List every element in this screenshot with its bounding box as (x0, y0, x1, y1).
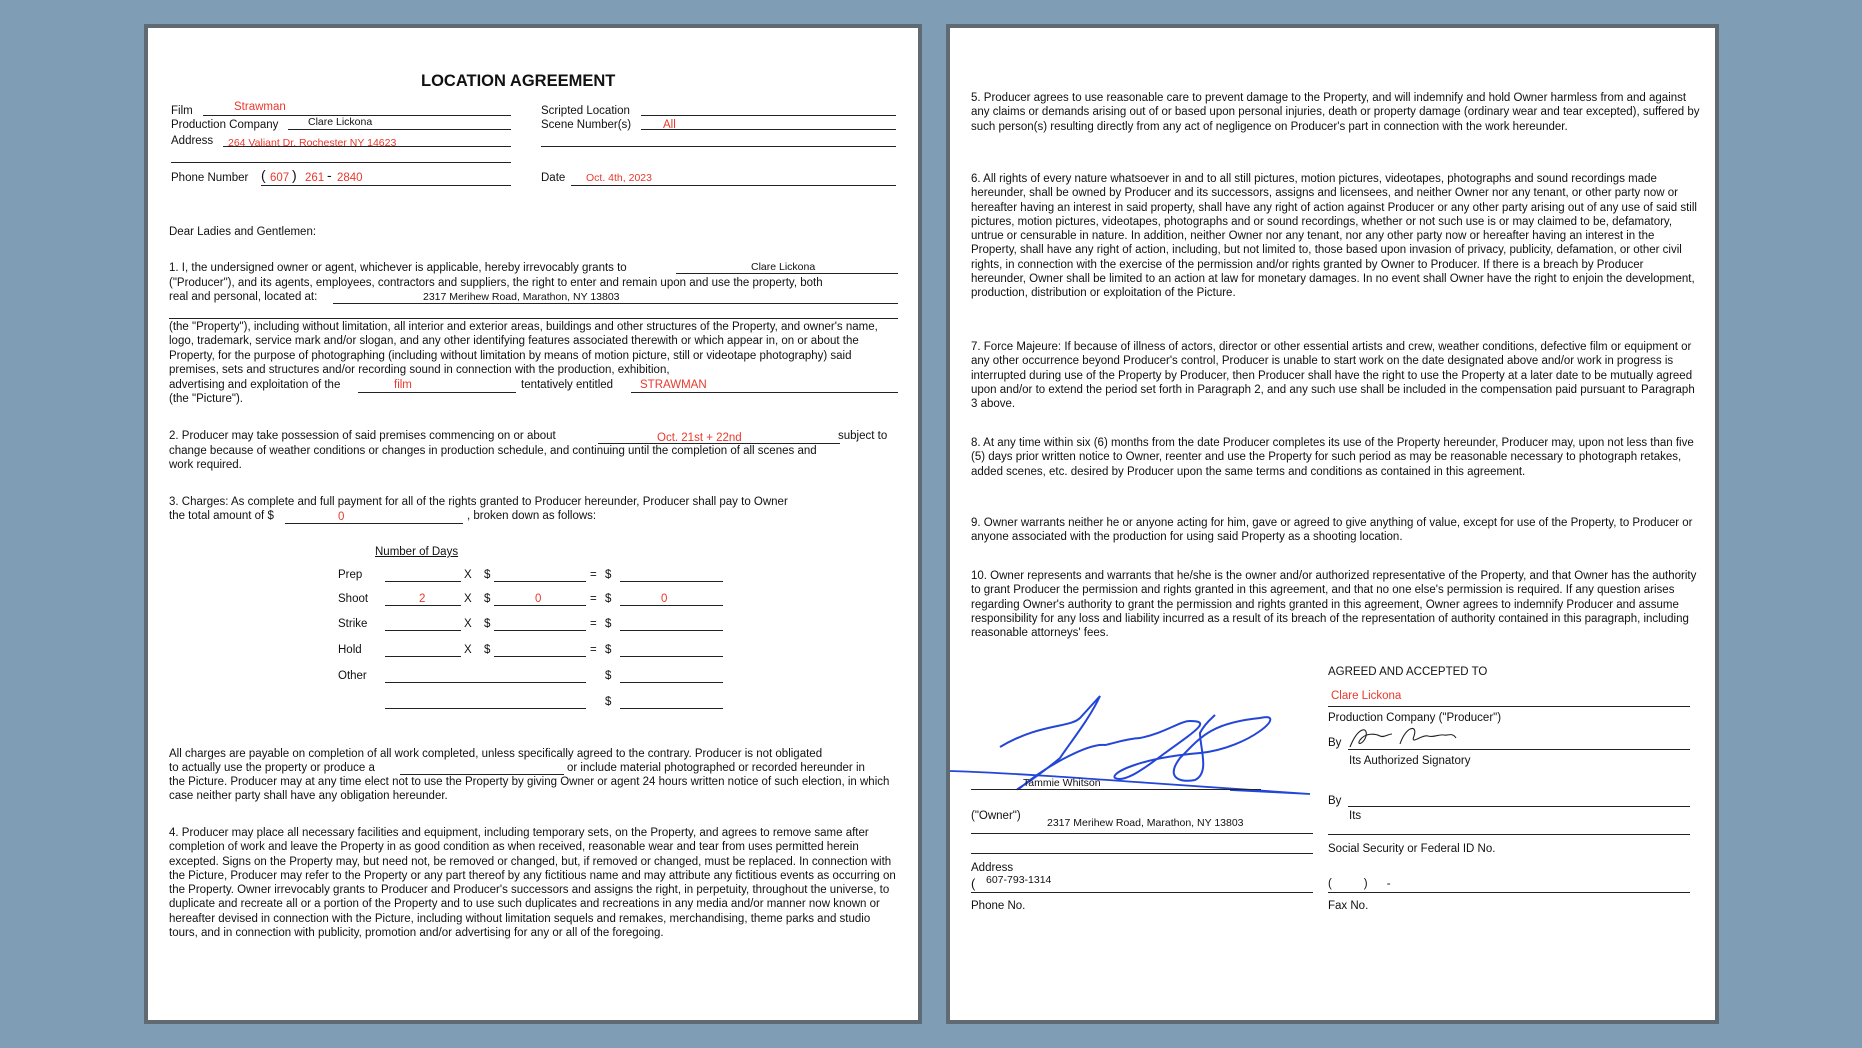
scripted-location-line (641, 115, 896, 116)
p1-location: 2317 Merihew Road, Marathon, NY 13803 (423, 291, 620, 303)
p1-film-title: STRAWMAN (640, 379, 707, 391)
dollar-symbol: $ (484, 569, 491, 581)
charges-line2b: or include material photographed or recorded hereunder in (567, 762, 865, 774)
p1-grantee-line (676, 273, 898, 274)
dollar-symbol: $ (605, 593, 612, 605)
by2-line (1348, 806, 1690, 807)
phone-prefix: 261 (305, 172, 325, 184)
date-value: Oct. 4th, 2023 (586, 172, 652, 184)
paragraph-5: 5. Producer agrees to use reasonable care to prevent damage to the Property, and will indemnify and hold Owner harmless from and against any claims or demands arising out of or based upon personal injuries, death or property damage (ordinary wear and tear excepted), suffered by such person(s) resulting directly from any act of negligence on Producer's part in connection with the work hereunder. (971, 92, 1700, 133)
p1-line3: real and personal, located at: (169, 291, 318, 303)
its-label: Its (1349, 810, 1362, 822)
dollar-symbol: $ (605, 696, 612, 708)
company-label: Production Company (171, 119, 279, 131)
p1-line2: ("Producer"), and its agents, employees, contractors and suppliers, the right to enter and remain upon and use the property, both (169, 277, 823, 289)
address-label: Address (171, 135, 214, 147)
total-line (620, 708, 723, 709)
total-line (620, 630, 723, 631)
producer-label: Production Company ("Producer") (1328, 712, 1502, 724)
p2-subject-to: subject to (838, 430, 888, 442)
p2-line1: 2. Producer may take possession of said premises commencing on or about (169, 430, 556, 442)
p1-location-line-2 (169, 318, 898, 319)
paragraph-6: 6. All rights of every nature whatsoever in and to all still pictures, motion pictures, videotapes, photographs and sound recordings made hereunder, shall be owned by Producer and its successors, assigns and licensees, and neither Owner nor any tenant, or other party now or hereafter having an interest in said property, shall have any right of action against Producer or any other party arising out of any use of said still pictures, motion pictures, videotapes, photographs and or sound recordings, whether or not such use is or may claimed to be, defamatory, untrue or censurable in nature. In addition, neither Owner nor any tenant, nor any other party now or hereafter having an interest in the Property, shall have any right of action, including, but not limited to, those based upon invasion of privacy, publicity, defamation, or other civil rights, in connection with the exercise of the permission and/or rights granted by Owner to Producer. If there is a breach by Producer hereunder, Owner shall be limited to an action at law for monetary damages. In no event shall Owner have the right to enjoin the development, production, distribution or exploitation of the Picture. (971, 173, 1697, 300)
dollar-symbol: $ (484, 618, 491, 630)
paragraph-10: 10. Owner represents and warrants that he/she is the owner and/or authorized representative of the Property, and that Owner has the authority to grant Producer the permission and rights granted in this agreement, and that no one else's permission is required. If any question arises regarding Owner's authority to grant the permission and rights granted in this agreement, Owner agrees to indemnify Producer and assume responsibility for any loss and liability incurred as a result of its breach of the representation of authority contained in this paragraph, including reasonable attorneys' fees. (971, 570, 1697, 640)
fax-line (1328, 892, 1690, 893)
shoot-rate-value: 0 (535, 593, 542, 605)
scene-numbers-line-2 (541, 146, 896, 147)
phone-line-number: 2840 (337, 172, 363, 184)
dollar-symbol: $ (605, 569, 612, 581)
other-description-line (385, 682, 586, 683)
by-line (1348, 749, 1690, 750)
agreed-accepted: AGREED AND ACCEPTED TO (1328, 666, 1488, 678)
owner-phone-paren: ( (971, 876, 976, 891)
total-line (620, 581, 723, 582)
address-label: Address (971, 862, 1014, 874)
producer-line (1328, 706, 1690, 707)
company-line (288, 129, 511, 130)
scripted-location-label: Scripted Location (541, 105, 630, 117)
page-title: LOCATION AGREEMENT (421, 72, 616, 90)
owner-phone-line (971, 892, 1313, 893)
p3-total-line (285, 523, 463, 524)
total-line (620, 605, 723, 606)
p1-grantee: Clare Lickona (751, 261, 816, 273)
dollar-symbol: $ (605, 618, 612, 630)
film-value: Strawman (234, 101, 286, 113)
days-line (385, 630, 461, 631)
date-line (571, 185, 896, 186)
film-label: Film (171, 105, 193, 117)
owner-address-line-2 (971, 853, 1313, 854)
other-description-line (385, 708, 586, 709)
agreement-page-2 (950, 28, 1715, 1020)
other-label: Other (338, 670, 367, 682)
authorized-signatory: Its Authorized Signatory (1349, 755, 1471, 767)
p3-line1: 3. Charges: As complete and full payment for all of the rights granted to Producer hereunder, Producer shall pay to Owner (169, 496, 788, 508)
row-label: Strike (338, 618, 368, 630)
p1-tentatively: tentatively entitled (521, 379, 614, 391)
fax-label: Fax No. (1328, 900, 1369, 912)
charges-rest: the Picture. Producer may at any time elect not to use the Property by giving Owner or agent 24 hours written notice of such election, in which case neither party shall have any obligation hereunder. (169, 776, 890, 803)
p3-broken-down: , broken down as follows: (467, 510, 597, 522)
equals-symbol: = (590, 618, 597, 630)
paragraph-4: 4. Producer may place all necessary facilities and equipment, including temporary sets, on the Property, and agrees to remove same after completion of work and leave the Property in as good condition as when received, reasonable wear and tear from uses permitted herein excepted. Signs on the Property may, but need not, be removed or changed, but, if removed or changed, must be replaced. In connection with the Picture, Producer may refer to the Property or any part thereof by any fictitious name and may attribute any fictitious events as occurring on the Property. Owner irrevocably grants to Producer and Producer's successors and assigns the right, in perpetuity, throughout the universe, to duplicate and recreate all or a portion of the Property and to use such duplicates and recreations in any media and/or manner now known or hereafter devised in connection with the Picture, including without limitation sequels and remakes, merchandising, theme parks and studio tours, and in connection with publicity, promotion and/or advertising for any or all of the foregoing. (169, 827, 896, 940)
p1-title-line (631, 392, 898, 393)
times-symbol: X (464, 593, 472, 605)
p1-line1: 1. I, the undersigned owner or agent, whichever is applicable, hereby irrevocably grants to (169, 262, 627, 274)
equals-symbol: = (590, 644, 597, 656)
times-symbol: X (464, 644, 472, 656)
p3-total-label: the total amount of $ (169, 510, 274, 522)
agreement-page-1 (148, 28, 918, 1020)
p1-picture: (the "Picture"). (169, 393, 243, 405)
phone-line (261, 185, 511, 186)
equals-symbol: = (590, 569, 597, 581)
rate-line (494, 605, 586, 606)
scene-numbers-label: Scene Number(s) (541, 119, 632, 131)
days-line (385, 605, 461, 606)
days-header: Number of Days (375, 546, 459, 558)
row-label: Prep (338, 569, 363, 581)
p1-advertising: advertising and exploitation of the (169, 379, 341, 391)
phone-open-paren: ( (261, 167, 266, 183)
dollar-symbol: $ (605, 644, 612, 656)
address-line-2 (171, 162, 511, 163)
row-label: Shoot (338, 593, 369, 605)
phone-close-paren: ) (292, 167, 297, 183)
paragraph-8: 8. At any time within six (6) months from the date Producer completes its use of the Property hereunder, Producer may, upon not less than five (5) days prior written notice to Owner, reenter and use the Property for such period as may be reasonable necessary to photograph retakes, added scenes, etc. desired by Producer upon the same terms and conditions as contained in this agreement. (971, 437, 1694, 478)
scene-numbers-line (641, 129, 896, 130)
by-label: By (1328, 737, 1342, 749)
company-value: Clare Lickona (308, 116, 373, 128)
times-symbol: X (464, 569, 472, 581)
dollar-symbol: $ (484, 593, 491, 605)
equals-symbol: = (590, 593, 597, 605)
address-line (223, 146, 511, 147)
rate-line (494, 581, 586, 582)
shoot-days-value: 2 (419, 593, 426, 605)
days-line (385, 581, 461, 582)
dollar-symbol: $ (484, 644, 491, 656)
charges-line2a: to actually use the property or produce a (169, 762, 375, 774)
row-label: Hold (338, 644, 362, 656)
total-line (620, 682, 723, 683)
charges-line1: All charges are payable on completion of all work completed, unless specifically agreed to the contrary. Producer is not obligated (169, 748, 823, 760)
days-line (385, 656, 461, 657)
fax-paren: ( ) - (1328, 878, 1391, 890)
p1-medium-line (358, 392, 516, 393)
shoot-total-value: 0 (661, 593, 668, 605)
phone-area-code: 607 (270, 172, 290, 184)
paragraph-9: 9. Owner warrants neither he or anyone acting for him, gave or agreed to give anything of value, except for use of the Property, to Producer or anyone associated with the production for using said Property as a shooting location. (971, 517, 1693, 544)
p1-location-line (333, 303, 898, 304)
owner-label: ("Owner") (971, 810, 1021, 822)
producer-name: Clare Lickona (1331, 690, 1402, 702)
scene-numbers-value: All (663, 119, 676, 131)
by2-label: By (1328, 795, 1342, 807)
owner-phone: 607-793-1314 (986, 874, 1052, 886)
greeting: Dear Ladies and Gentlemen: (169, 226, 317, 238)
p3-total-value: 0 (338, 511, 345, 523)
rate-line (494, 630, 586, 631)
p1-body: (the "Property"), including without limitation, all interior and exterior areas, buildings and other structures of the Property, and owner's name, logo, trademark, service mark and/or slogan, and any other identifying features associated therewith or which appear in, on or about the Property, for the purpose of photographing (including without limitation by means of motion picture, still or videotape photography) said premises, sets and structures and/or recording sound in connection with the production, exhibition, (169, 321, 878, 376)
producer-signature (1348, 722, 1498, 752)
ssn-label: Social Security or Federal ID No. (1328, 843, 1496, 855)
date-label: Date (541, 172, 566, 184)
p2-line2: change because of weather conditions or changes in production schedule, and continuing until the completion of all scenes and (169, 445, 817, 457)
address-value: 264 Valiant Dr. Rochester NY 14623 (228, 137, 397, 149)
phone-dash: - (327, 167, 332, 183)
its-line (1328, 834, 1690, 835)
phone-label: Phone No. (971, 900, 1026, 912)
owner-name: Tammie Whitson (1023, 777, 1101, 789)
p2-line3: work required. (169, 459, 242, 471)
p2-dates: Oct. 21st + 22nd (657, 432, 742, 444)
total-line (620, 656, 723, 657)
dollar-symbol: $ (605, 670, 612, 682)
phone-label: Phone Number (171, 172, 249, 184)
times-symbol: X (464, 618, 472, 630)
rate-line (494, 656, 586, 657)
owner-address-line (971, 833, 1313, 834)
owner-signature-line (971, 789, 1261, 790)
p1-medium: film (394, 379, 412, 391)
paragraph-7: 7. Force Majeure: If because of illness of actors, director or other essential artists and crew, weather conditions, defective film or equipment or any other occurrence beyond Producer's control, Producer is unable to start work on the date designated above and/or work in progress is interrupted during use of the Property by Producer, then Producer shall have the right to use the Property at a later date to be mutually agreed upon and/or to extend the period set forth in Paragraph 2, and any such use shall be included in the compensation paid pursuant to Paragraph 3 above. (971, 341, 1695, 411)
owner-signature-scribble (950, 663, 1370, 833)
owner-address: 2317 Merihew Road, Marathon, NY 13803 (1047, 817, 1244, 829)
